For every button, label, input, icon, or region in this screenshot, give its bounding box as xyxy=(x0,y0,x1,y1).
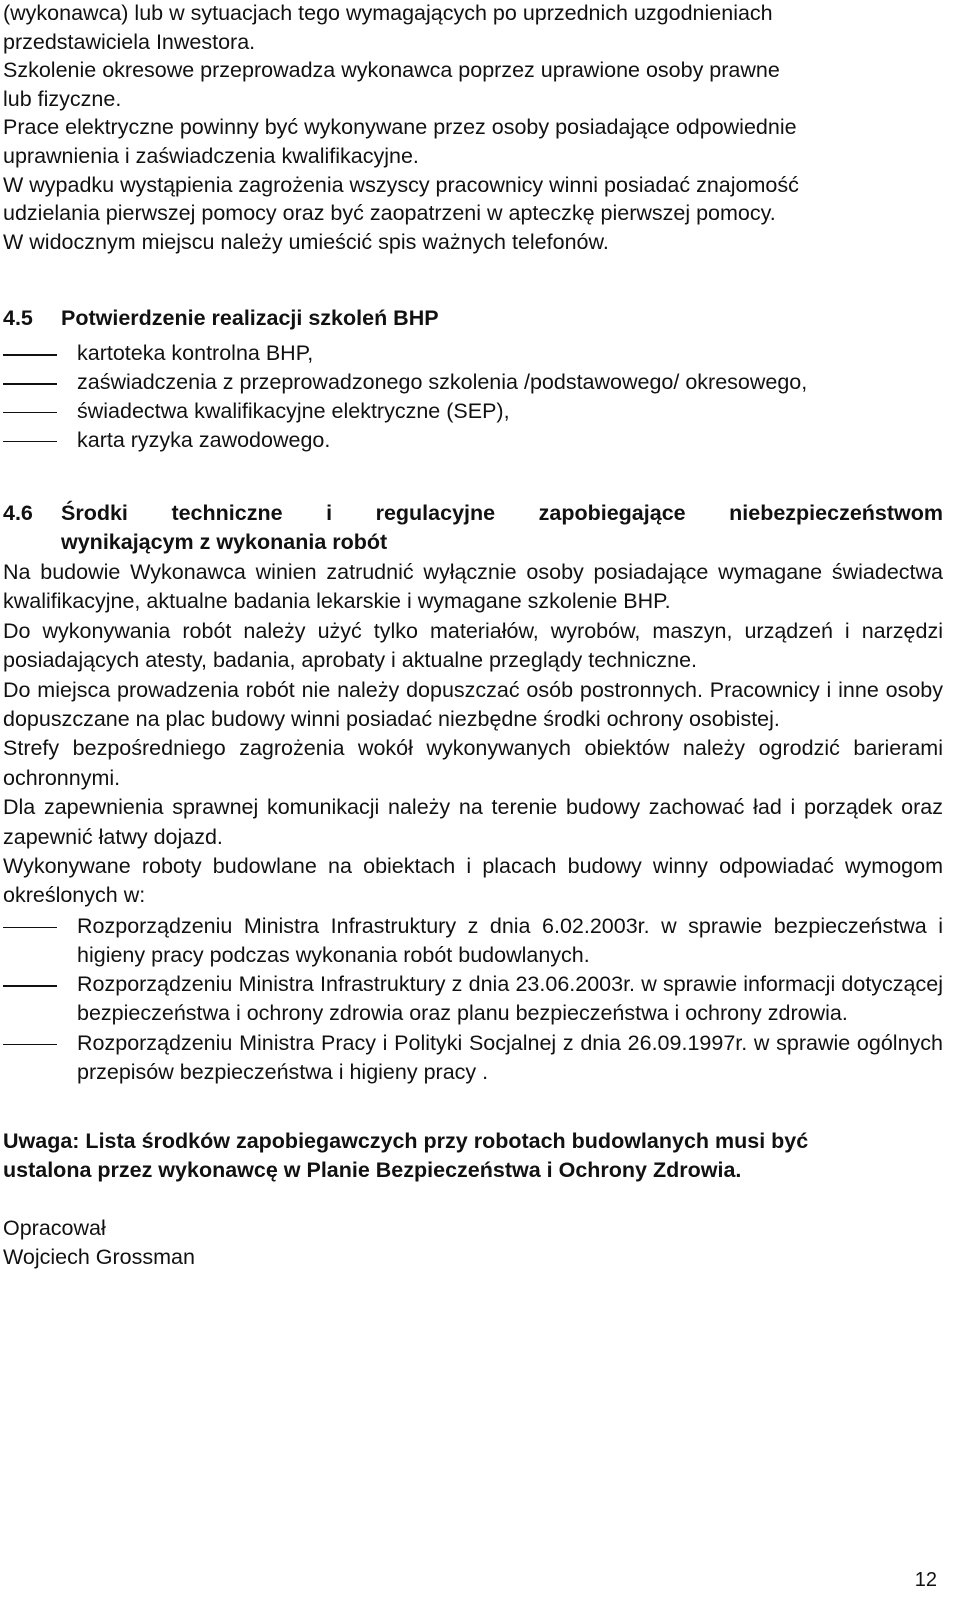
regulation-item: Rozporządzeniu Ministra Pracy i Polityki Socjalnej z dnia 26.09.1997r. w sprawie ogólnych przepisów bezpieczeństwa i higieny pracy . xyxy=(77,1030,943,1084)
page-number: 12 xyxy=(914,1569,937,1591)
section-body xyxy=(3,558,943,911)
regulations-list xyxy=(3,912,943,1087)
section-4-6 xyxy=(3,499,943,1087)
section-heading-cont xyxy=(3,528,943,557)
training-confirmation-list xyxy=(3,339,943,454)
body-paragraph: Do wykonywania robót należy użyć tylko materiałów, wyrobów, maszyn, urządzeń i narzędzi posiadających atesty, badania, aprobaty i aktualne przeglądy techniczne. xyxy=(3,618,943,673)
section-title-line: Środki techniczne i regulacyjne zapobiegające niebezpieczeństwom xyxy=(61,501,943,526)
intro-line: uprawnienia i zaświadczenia kwalifikacyjne. xyxy=(3,143,419,168)
section-title: Potwierdzenie realizacji szkoleń BHP xyxy=(61,306,439,331)
section-title-line: wynikającym z wykonania robót xyxy=(61,530,388,555)
regulation-item: Rozporządzeniu Ministra Infrastruktury z dnia 6.02.2003r. w sprawie bezpieczeństwa i higieny pracy podczas wykonania robót budowlanych. xyxy=(77,913,943,967)
section-heading xyxy=(3,304,943,333)
list-item: zaświadczenia z przeprowadzonego szkolenia /podstawowego/ okresowego, xyxy=(77,369,808,394)
intro-line: (wykonawca) lub w sytuacjach tego wymagających po uprzednich uzgodnieniach xyxy=(3,1,773,25)
intro-line: Szkolenie okresowe przeprowadza wykonawca poprzez uprawione osoby prawne xyxy=(3,58,780,83)
signature-block xyxy=(3,1214,943,1271)
section-number: 4.6 xyxy=(3,501,33,526)
section-heading xyxy=(3,499,943,528)
list-item: karta ryzyka zawodowego. xyxy=(77,427,331,452)
document-page xyxy=(3,0,943,1271)
intro-block xyxy=(3,0,943,256)
section-4-5 xyxy=(3,304,943,454)
signature-label: Opracował xyxy=(3,1216,106,1241)
intro-line: udzielania pierwszej pomocy oraz być zaopatrzeni w apteczkę pierwszej pomocy. xyxy=(3,201,776,226)
intro-line: lub fizyczne. xyxy=(3,86,122,111)
body-paragraph: Strefy bezpośredniego zagrożenia wokół wykonywanych obiektów należy ogrodzić barierami ochronnymi. xyxy=(3,736,943,790)
section-number: 4.5 xyxy=(3,306,33,331)
body-paragraph: Na budowie Wykonawca winien zatrudnić wyłącznie osoby posiadające wymagane świadectwa kwalifikacyjne, aktualne badania lekarskie i wymagane szkolenie BHP. xyxy=(3,559,943,614)
list-item: świadectwa kwalifikacyjne elektryczne (SEP), xyxy=(77,398,510,423)
body-paragraph: Dla zapewnienia sprawnej komunikacji należy na terenie budowy zachować ład i porządek oraz zapewnić łatwy dojazd. xyxy=(3,795,943,849)
note-line: ustalona przez wykonawcę w Planie Bezpieczeństwa i Ochrony Zdrowia. xyxy=(3,1157,742,1182)
intro-line: przedstawiciela Inwestora. xyxy=(3,29,256,54)
intro-line: W widocznym miejscu należy umieścić spis ważnych telefonów. xyxy=(3,229,609,254)
body-paragraph: Do miejsca prowadzenia robót nie należy dopuszczać osób postronnych. Pracownicy i inne osoby dopuszczane na plac budowy winni posiadać niezbędne środki ochrony osobistej. xyxy=(3,677,943,731)
signature-name: Wojciech Grossman xyxy=(3,1244,195,1269)
intro-line: Prace elektryczne powinny być wykonywane przez osoby posiadające odpowiednie xyxy=(3,115,797,140)
note-line: Uwaga: Lista środków zapobiegawczych przy robotach budowlanych musi być xyxy=(3,1129,809,1154)
intro-line: W wypadku wystąpienia zagrożenia wszyscy pracownicy winni posiadać znajomość xyxy=(3,172,799,197)
note-block xyxy=(3,1127,943,1184)
body-paragraph: Wykonywane roboty budowlane na obiektach i placach budowy winny odpowiadać wymogom określonych w: xyxy=(3,853,943,908)
list-item: kartoteka kontrolna BHP, xyxy=(77,341,314,366)
regulation-item: Rozporządzeniu Ministra Infrastruktury z dnia 23.06.2003r. w sprawie informacji dotyczącej bezpieczeństwa i ochrony zdrowia oraz planu bezpieczeństwa i ochrony zdrowia. xyxy=(77,972,943,1026)
